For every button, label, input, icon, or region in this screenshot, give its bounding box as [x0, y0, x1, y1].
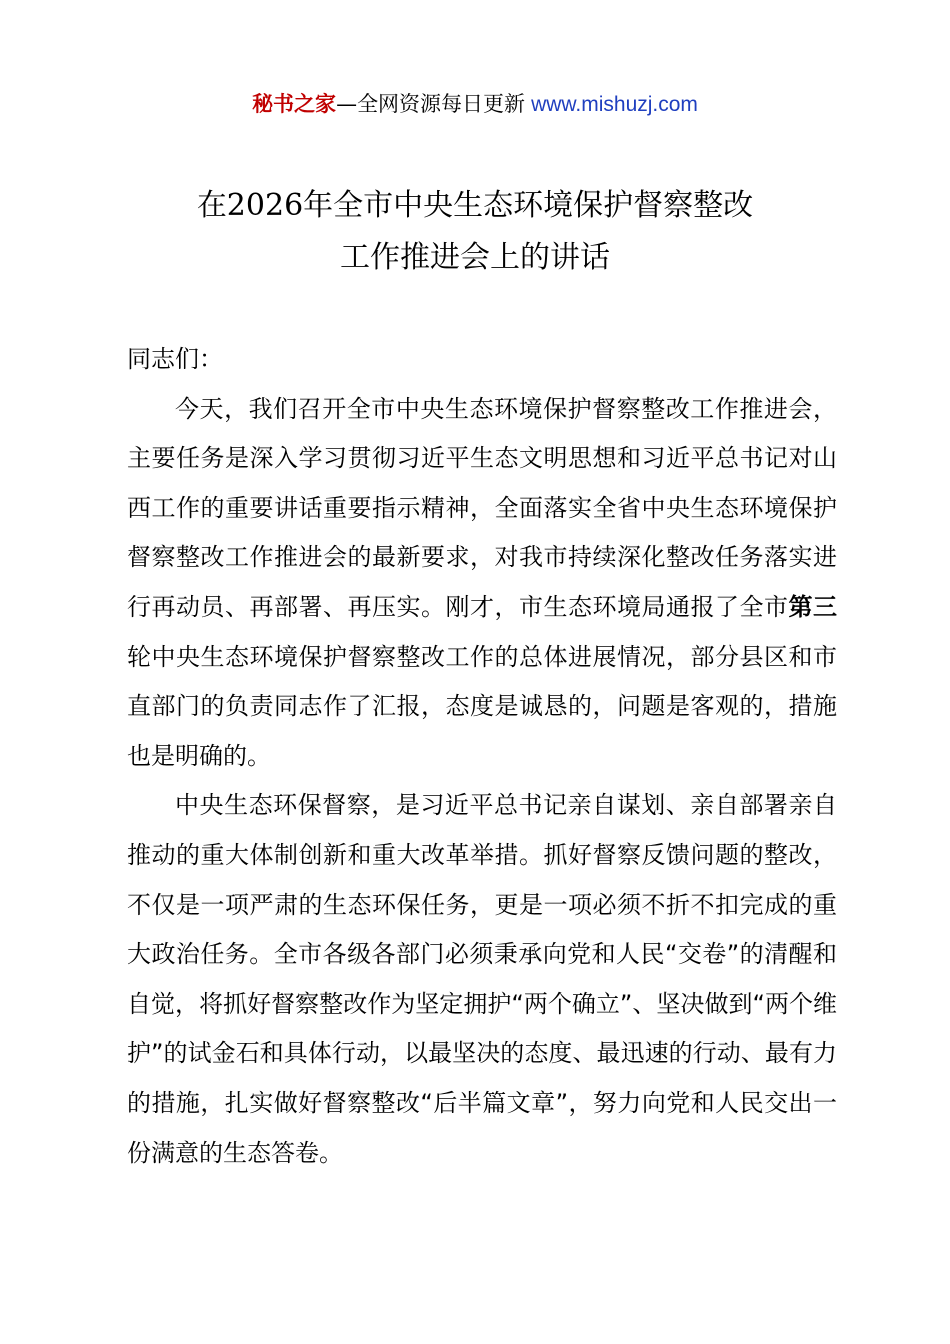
paragraph-1-bold: 第三: [788, 592, 837, 621]
site-brand: 秘书之家: [252, 92, 337, 116]
title-line-1: 在2026年全市中央生态环境保护督察整改: [196, 188, 754, 223]
document-body: [127, 335, 837, 1178]
paragraph-1: [127, 385, 837, 782]
site-tagline: —全网资源每日更新: [336, 92, 526, 116]
paragraph-2: 中央生态环保督察，是习近平总书记亲自谋划、亲自部署亲自推动的重大体制创新和重大改革举措。抓好督察反馈问题的整改，不仅是一项严肃的生态环保任务，更是一项必须不折不扣完成的重大政治任务。全市各级各部门必须秉承向党和人民“交卷”的清醒和自觉，将抓好督察整改作为坚定拥护“两个确立”、坚决做到“两个维护”的试金石和具体行动，以最坚决的态度、最迅速的行动、最有力的措施，扎实做好督察整改“后半篇文章”，努力向党和人民交出一份满意的生态答卷。: [127, 791, 837, 1167]
title-line-2: 工作推进会上的讲话: [340, 240, 610, 275]
site-header: [0, 88, 950, 121]
site-url-link[interactable]: www.mishuzj.com: [531, 93, 698, 116]
document-title: [60, 180, 890, 284]
paragraph-1-part-2: 轮中央生态环境保护督察整改工作的总体进展情况，部分县区和市直部门的负责同志作了汇报，态度是诚恳的，问题是客观的，措施也是明确的。: [127, 642, 837, 770]
salutation: 同志们：: [127, 345, 223, 373]
paragraph-1-part-1: 今天，我们召开全市中央生态环境保护督察整改工作推进会，主要任务是深入学习贯彻习近平生态文明思想和习近平总书记对山西工作的重要讲话重要指示精神，全面落实全省中央生态环境保护督察整改工作推进会的最新要求，对我市持续深化整改任务落实进行再动员、再部署、再压实。刚才，市生态环境局通报了全市: [127, 394, 837, 621]
